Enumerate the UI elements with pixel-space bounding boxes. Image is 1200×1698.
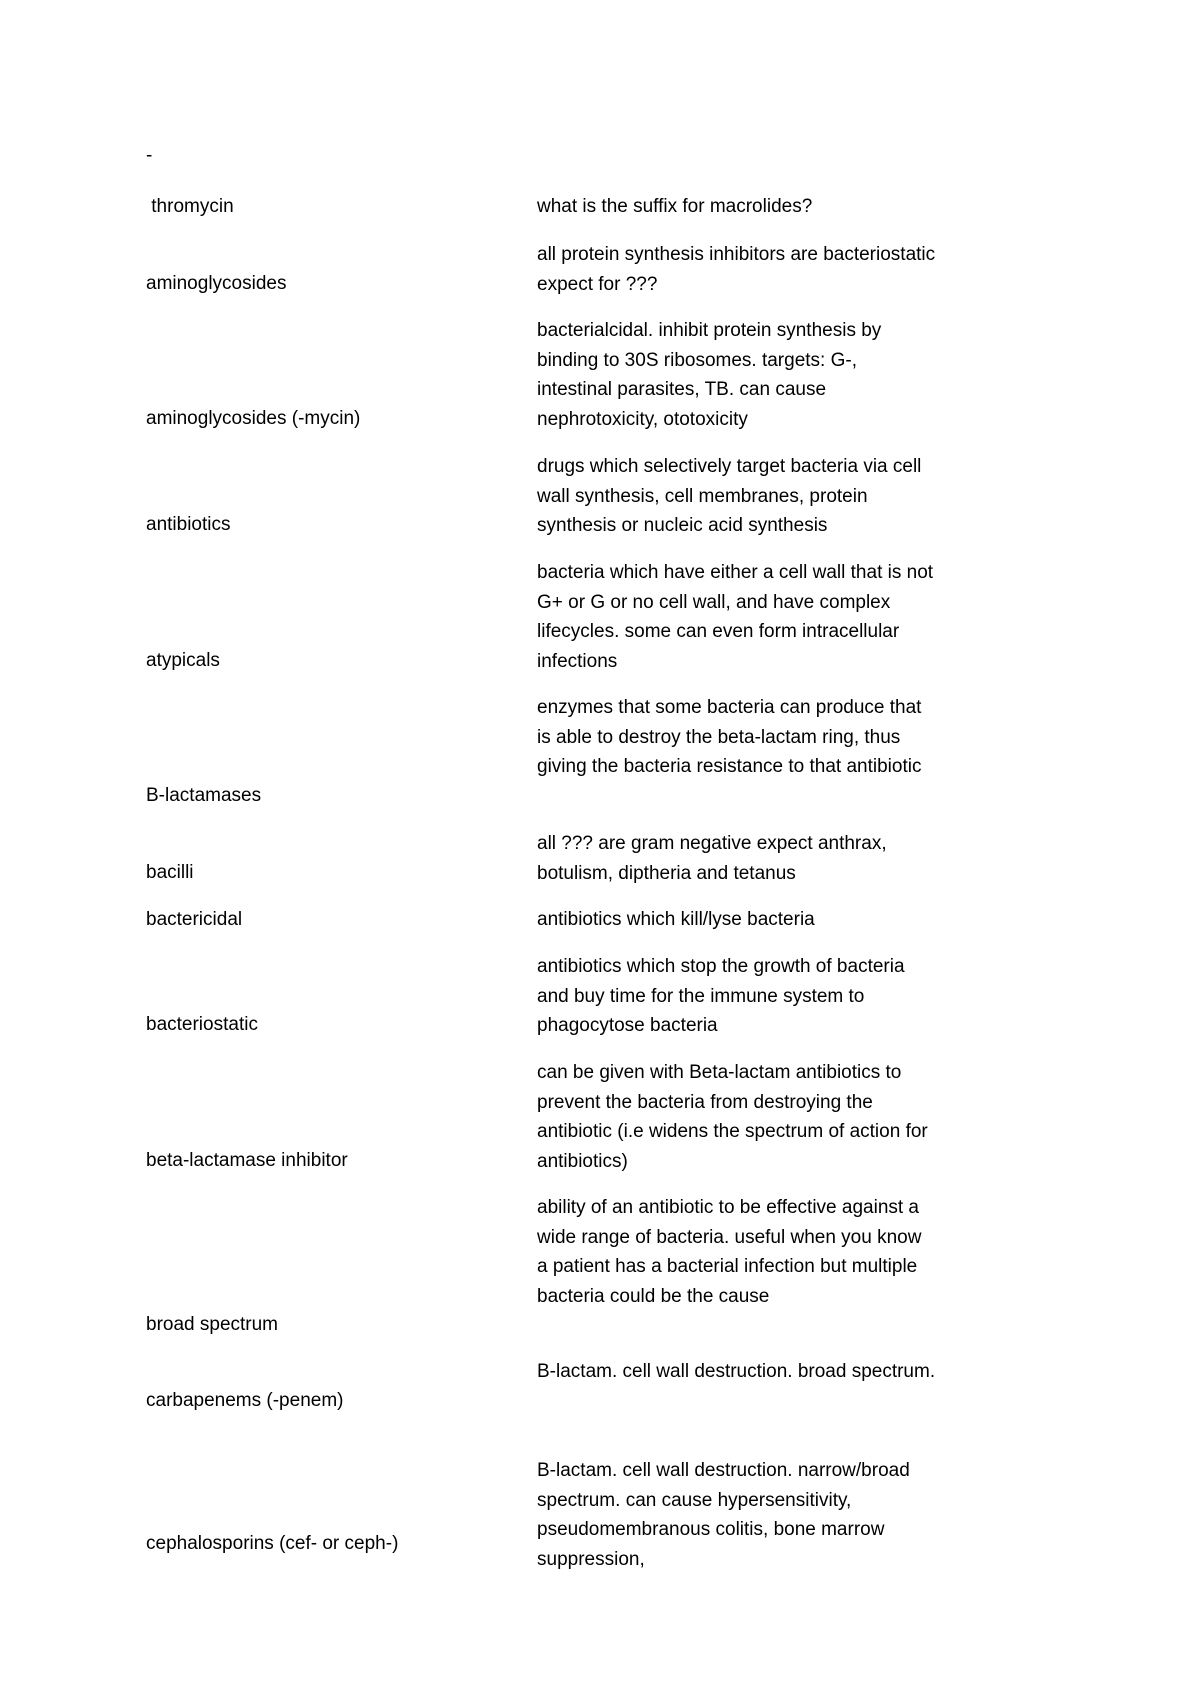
glossary-term: broad spectrum [146, 1314, 279, 1335]
glossary-term: carbapenems (-penem) [146, 1390, 344, 1411]
glossary-definition: ability of an antibiotic to be effective against a wide range of bacteria. useful when you know a patient has a bacterial infection but multiple bacteria could be the cause [537, 1197, 922, 1307]
glossary-definition: what is the suffix for macrolides? [537, 196, 813, 217]
glossary-term: aminoglycosides (-mycin) [146, 408, 361, 429]
glossary-definition: antibiotics which kill/lyse bacteria [537, 909, 815, 930]
glossary-term: bactericidal [146, 909, 243, 930]
glossary-definition: antibiotics which stop the growth of bacteria and buy time for the immune system to phagocytose bacteria [537, 956, 905, 1036]
glossary-definition: enzymes that some bacteria can produce that is able to destroy the beta-lactam ring, thus giving the bacteria resistance to that antibiotic [537, 697, 922, 777]
glossary-term: thromycin [146, 196, 234, 217]
glossary-definition: bacteria which have either a cell wall that is not G+ or G or no cell wall, and have complex lifecycles. some can even form intracellular infections [537, 562, 934, 672]
glossary-term: bacteriostatic [146, 1014, 258, 1035]
glossary-definition: bacterialcidal. inhibit protein synthesis by binding to 30S ribosomes. targets: G-, intestinal parasites, TB. can cause nephrotoxicity, ototoxicity [537, 320, 882, 430]
glossary-definition: B-lactam. cell wall destruction. broad spectrum. [537, 1361, 936, 1382]
glossary-definition: drugs which selectively target bacteria via cell wall synthesis, cell membranes, protein synthesis or nucleic acid synthesis [537, 456, 922, 536]
glossary-term: atypicals [146, 650, 220, 671]
glossary-definition: B-lactam. cell wall destruction. narrow/broad spectrum. can cause hypersensitivity, pseudomembranous colitis, bone marrow suppression, [537, 1460, 910, 1570]
glossary-term: beta-lactamase inhibitor [146, 1150, 348, 1171]
glossary-term: antibiotics [146, 514, 231, 535]
glossary-definition: can be given with Beta-lactam antibiotics to prevent the bacteria from destroying the antibiotic (i.e widens the spectrum of action for antibiotics) [537, 1062, 928, 1172]
glossary-term: bacilli [146, 862, 194, 883]
page-marker: - [146, 145, 153, 166]
glossary-definition: all protein synthesis inhibitors are bacteriostatic expect for ??? [537, 244, 936, 295]
glossary-definition: all ??? are gram negative expect anthrax, botulism, diptheria and tetanus [537, 833, 887, 884]
glossary-term: B-lactamases [146, 785, 262, 806]
glossary-term: cephalosporins (cef- or ceph-) [146, 1533, 399, 1554]
glossary-term: aminoglycosides [146, 273, 287, 294]
